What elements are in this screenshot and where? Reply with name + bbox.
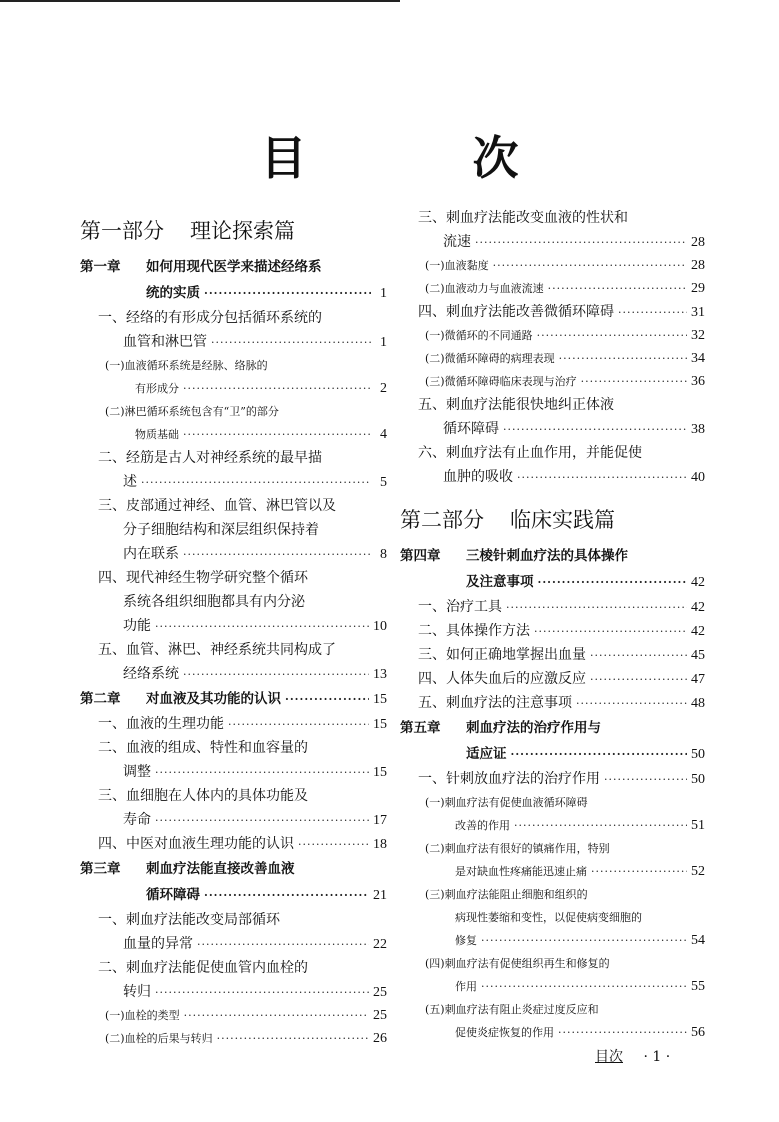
toc-line bbox=[400, 837, 705, 860]
dot-leader bbox=[576, 692, 687, 716]
page-title: 目 次 bbox=[260, 131, 579, 185]
page-top-rule bbox=[0, 0, 400, 2]
dot-leader bbox=[183, 663, 369, 687]
page-ref: 17 bbox=[373, 813, 387, 828]
toc-text: 经络系统 bbox=[123, 666, 179, 682]
toc-line bbox=[400, 254, 705, 277]
toc-line bbox=[80, 712, 387, 736]
toc-entry-chapter[interactable] bbox=[400, 715, 705, 767]
toc-line bbox=[400, 595, 705, 619]
page-ref: 48 bbox=[691, 696, 705, 711]
toc-line bbox=[80, 1004, 387, 1027]
toc-text: 三棱针刺血疗法的具体操作 bbox=[466, 548, 628, 564]
toc-line bbox=[80, 908, 387, 932]
toc-line bbox=[80, 638, 387, 662]
dot-leader bbox=[618, 301, 687, 325]
chapter-label: 第五章 bbox=[400, 720, 441, 736]
toc-entry-section[interactable] bbox=[400, 619, 705, 643]
page-ref: 36 bbox=[691, 374, 705, 389]
toc-line bbox=[400, 860, 705, 883]
toc-line bbox=[80, 932, 387, 956]
toc-text: 物质基础 bbox=[135, 428, 179, 441]
toc-text: 功能 bbox=[123, 618, 151, 634]
toc-text: 四、刺血疗法能改善微循环障碍 bbox=[418, 304, 614, 320]
dot-leader bbox=[155, 615, 369, 639]
toc-line bbox=[80, 518, 387, 542]
toc-entry-sub[interactable] bbox=[400, 952, 705, 998]
page-ref: 1 bbox=[380, 286, 387, 301]
toc-text: 血量的异常 bbox=[123, 936, 193, 952]
page-ref: 47 bbox=[691, 672, 705, 687]
toc-text: 二、血液的组成、特性和血容量的 bbox=[98, 740, 308, 756]
dot-leader bbox=[548, 277, 687, 300]
toc-text: 适应证 bbox=[466, 746, 507, 762]
dot-leader bbox=[591, 860, 687, 883]
toc-text: 循环障碍 bbox=[443, 421, 499, 437]
toc-line bbox=[400, 441, 705, 465]
toc-line bbox=[80, 354, 387, 377]
dot-leader bbox=[197, 933, 369, 957]
page-ref: 38 bbox=[691, 422, 705, 437]
toc-entry-section[interactable] bbox=[80, 494, 387, 566]
toc-entry-chapter[interactable] bbox=[80, 254, 387, 306]
page-ref: 56 bbox=[691, 1025, 705, 1040]
toc-entry-sub[interactable] bbox=[400, 324, 705, 347]
page-ref: 28 bbox=[691, 258, 705, 273]
page-ref: 55 bbox=[691, 979, 705, 994]
toc-line bbox=[400, 883, 705, 906]
dot-leader bbox=[537, 324, 687, 347]
toc-line bbox=[80, 760, 387, 784]
toc-text: 二、经筋是古人对神经系统的最早描 bbox=[98, 450, 322, 466]
toc-entry-section[interactable] bbox=[80, 446, 387, 494]
toc-text: 一、治疗工具 bbox=[418, 599, 502, 615]
page-footer bbox=[595, 1046, 670, 1066]
dot-leader bbox=[534, 620, 687, 644]
dot-leader bbox=[183, 423, 371, 446]
toc-text: 系统各组织细胞都具有内分泌 bbox=[123, 594, 305, 610]
toc-text: 刺血疗法能直接改善血液 bbox=[146, 861, 295, 877]
toc-entry-section[interactable] bbox=[400, 667, 705, 691]
page-ref: 32 bbox=[691, 328, 705, 343]
toc-entry-section[interactable] bbox=[80, 832, 387, 856]
page-ref: 29 bbox=[691, 281, 705, 296]
toc-text: 血肿的吸收 bbox=[443, 469, 513, 485]
dot-leader bbox=[558, 1021, 687, 1044]
dot-leader bbox=[155, 761, 369, 785]
toc-entry-sub[interactable] bbox=[80, 1027, 387, 1050]
footer-label: 目次 bbox=[595, 1049, 623, 1065]
toc-entry-section[interactable] bbox=[80, 736, 387, 784]
dot-leader bbox=[481, 929, 687, 952]
toc-line bbox=[80, 494, 387, 518]
toc-line bbox=[400, 952, 705, 975]
toc-text: 分子细胞结构和深层组织保持着 bbox=[123, 522, 319, 538]
toc-text: 促使炎症恢复的作用 bbox=[455, 1026, 554, 1039]
toc-entry-chapter[interactable] bbox=[400, 543, 705, 595]
dot-leader bbox=[590, 668, 687, 692]
toc-line bbox=[80, 980, 387, 1004]
toc-text: 三、如何正确地掌握出血量 bbox=[418, 647, 586, 663]
toc-line bbox=[400, 667, 705, 691]
dot-leader bbox=[581, 370, 687, 393]
toc-line bbox=[400, 767, 705, 791]
page-ref: 51 bbox=[691, 818, 705, 833]
dot-leader bbox=[217, 1027, 369, 1050]
page-number: · 1 · bbox=[643, 1049, 671, 1065]
toc-text: (四)刺血疗法有促使组织再生和修复的 bbox=[425, 957, 610, 970]
toc-line bbox=[400, 370, 705, 393]
toc-line bbox=[80, 882, 387, 908]
toc-line bbox=[400, 393, 705, 417]
toc-line bbox=[400, 417, 705, 441]
toc-text: 四、人体失血后的应激反应 bbox=[418, 671, 586, 687]
toc-entry-section[interactable] bbox=[400, 393, 705, 441]
toc-entry-sub[interactable] bbox=[400, 277, 705, 300]
dot-leader bbox=[481, 975, 687, 998]
toc-line bbox=[80, 400, 387, 423]
toc-line bbox=[80, 423, 387, 446]
toc-text: (二)血栓的后果与转归 bbox=[105, 1032, 213, 1045]
toc-text: 是对缺血性疼痛能迅速止痛 bbox=[455, 865, 587, 878]
toc-entry-section[interactable] bbox=[400, 595, 705, 619]
dot-leader bbox=[155, 809, 369, 833]
toc-entry-section[interactable] bbox=[80, 956, 387, 1004]
page-ref: 42 bbox=[691, 624, 705, 639]
page-ref: 28 bbox=[691, 235, 705, 250]
toc-line bbox=[400, 741, 705, 767]
page-ref: 22 bbox=[373, 937, 387, 952]
toc-text: 五、血管、淋巴、神经系统共同构成了 bbox=[98, 642, 336, 658]
toc-entry-section[interactable] bbox=[400, 441, 705, 489]
page-ref: 42 bbox=[691, 600, 705, 615]
dot-leader bbox=[511, 742, 688, 768]
toc-text: (一)微循环的不同通路 bbox=[425, 329, 533, 342]
dot-leader bbox=[559, 347, 687, 370]
toc-text: 寿命 bbox=[123, 812, 151, 828]
toc-text: 六、刺血疗法有止血作用，并能促使 bbox=[418, 445, 642, 461]
toc-text: 对血液及其功能的认识 bbox=[146, 691, 281, 707]
dot-leader bbox=[590, 644, 687, 668]
toc-text: 修复 bbox=[455, 934, 477, 947]
toc-entry-sub[interactable] bbox=[80, 400, 387, 446]
page-ref: 31 bbox=[691, 305, 705, 320]
page-ref: 26 bbox=[373, 1031, 387, 1046]
toc-text: 一、血液的生理功能 bbox=[98, 716, 224, 732]
toc-line bbox=[80, 306, 387, 330]
page-ref: 4 bbox=[380, 427, 387, 442]
dot-leader bbox=[211, 331, 371, 355]
page-ref: 5 bbox=[380, 475, 387, 490]
toc-entry-section[interactable] bbox=[80, 306, 387, 354]
dot-leader bbox=[475, 231, 687, 255]
toc-line bbox=[80, 784, 387, 808]
dot-leader bbox=[298, 833, 369, 857]
dot-leader bbox=[155, 981, 369, 1005]
toc-entry-sub[interactable] bbox=[400, 837, 705, 883]
page-ref: 2 bbox=[380, 381, 387, 396]
toc-entry-sub[interactable] bbox=[400, 998, 705, 1044]
toc-line bbox=[400, 300, 705, 324]
toc-text: 三、刺血疗法能改变血液的性状和 bbox=[418, 210, 628, 226]
chapter-label: 第三章 bbox=[80, 861, 121, 877]
toc-entry-sub[interactable] bbox=[80, 354, 387, 400]
toc-text: 血管和淋巴管 bbox=[123, 334, 207, 350]
toc-text: (二)血液动力与血液流速 bbox=[425, 282, 544, 295]
toc-text: 有形成分 bbox=[135, 382, 179, 395]
toc-line bbox=[80, 832, 387, 856]
toc-text: 转归 bbox=[123, 984, 151, 1000]
toc-text: 二、具体操作方法 bbox=[418, 623, 530, 639]
toc-text: 调整 bbox=[123, 764, 151, 780]
toc-line bbox=[80, 590, 387, 614]
dot-leader bbox=[506, 596, 687, 620]
page-ref: 13 bbox=[373, 667, 387, 682]
dot-leader bbox=[517, 466, 687, 490]
page-ref: 25 bbox=[373, 1008, 387, 1023]
toc-line bbox=[400, 277, 705, 300]
part-label: 第一部分 bbox=[80, 219, 164, 243]
toc-line bbox=[400, 619, 705, 643]
page-ref: 15 bbox=[373, 717, 387, 732]
toc-text: 改善的作用 bbox=[455, 819, 510, 832]
spacer bbox=[400, 489, 705, 503]
toc-line bbox=[400, 465, 705, 489]
toc-entry-sub[interactable] bbox=[400, 883, 705, 952]
toc-line bbox=[80, 446, 387, 470]
toc-line bbox=[400, 206, 705, 230]
toc-line bbox=[80, 280, 387, 306]
toc-line bbox=[400, 814, 705, 837]
toc-line bbox=[400, 715, 705, 741]
chapter-label: 第四章 bbox=[400, 548, 441, 564]
toc-text: 循环障碍 bbox=[146, 887, 200, 903]
toc-line bbox=[80, 330, 387, 354]
page-ref: 50 bbox=[691, 772, 705, 787]
toc-text: 如何用现代医学来描述经络系 bbox=[146, 259, 322, 275]
toc-entry-section[interactable] bbox=[80, 712, 387, 736]
toc-line bbox=[400, 975, 705, 998]
toc-line bbox=[80, 662, 387, 686]
toc-text: (一)血液黏度 bbox=[425, 259, 489, 272]
dot-leader bbox=[514, 814, 687, 837]
page-ref: 1 bbox=[380, 335, 387, 350]
part-label: 第二部分 bbox=[400, 508, 484, 532]
toc-line bbox=[80, 1027, 387, 1050]
toc-text: 一、刺血疗法能改变局部循环 bbox=[98, 912, 280, 928]
page-ref: 42 bbox=[691, 575, 705, 590]
toc-line bbox=[400, 1021, 705, 1044]
toc-text: 述 bbox=[123, 474, 137, 490]
dot-leader bbox=[183, 377, 371, 400]
toc-line bbox=[80, 614, 387, 638]
toc-line bbox=[400, 543, 705, 569]
toc-text: 作用 bbox=[455, 980, 477, 993]
toc-text: (五)刺血疗法有阻止炎症过度反应和 bbox=[425, 1003, 599, 1016]
toc-entry-section[interactable] bbox=[80, 908, 387, 956]
toc-text: 二、刺血疗法能促使血管内血栓的 bbox=[98, 960, 308, 976]
toc-entry-chapter[interactable] bbox=[80, 856, 387, 908]
toc-text: 统的实质 bbox=[146, 285, 200, 301]
toc-line bbox=[400, 691, 705, 715]
toc-text: (二)微循环障碍的病理表现 bbox=[425, 352, 555, 365]
toc-text: (一)血栓的类型 bbox=[105, 1009, 180, 1022]
toc-entry-sub[interactable] bbox=[80, 1004, 387, 1027]
part-title: 理论探索篇 bbox=[190, 219, 295, 243]
toc-line bbox=[80, 566, 387, 590]
dot-leader bbox=[503, 418, 687, 442]
part-heading bbox=[400, 503, 705, 543]
page-ref: 8 bbox=[380, 547, 387, 562]
toc-line bbox=[80, 736, 387, 760]
page-ref: 40 bbox=[691, 470, 705, 485]
toc-column-left bbox=[80, 214, 387, 1050]
toc-text: 病现性萎缩和变性，以促使病变细胞的 bbox=[455, 911, 642, 924]
toc-entry-sub[interactable] bbox=[400, 347, 705, 370]
toc-text: (三)刺血疗法能阻止细胞和组织的 bbox=[425, 888, 588, 901]
dot-leader bbox=[604, 768, 687, 792]
page-ref: 18 bbox=[373, 837, 387, 852]
toc-text: 刺血疗法的治疗作用与 bbox=[466, 720, 601, 736]
toc-line bbox=[400, 929, 705, 952]
toc-line bbox=[400, 347, 705, 370]
toc-text: 一、经络的有形成分包括循环系统的 bbox=[98, 310, 322, 326]
chapter-label: 第二章 bbox=[80, 691, 121, 707]
dot-leader bbox=[141, 471, 371, 495]
page-ref: 25 bbox=[373, 985, 387, 1000]
toc-text: 流速 bbox=[443, 234, 471, 250]
toc-line bbox=[80, 542, 387, 566]
dot-leader bbox=[538, 570, 688, 596]
toc-entry-sub[interactable] bbox=[400, 791, 705, 837]
toc-text: 一、针刺放血疗法的治疗作用 bbox=[418, 771, 600, 787]
dot-leader bbox=[204, 883, 369, 909]
toc-line bbox=[400, 324, 705, 347]
toc-column-right bbox=[400, 206, 705, 1044]
toc-line bbox=[80, 686, 387, 712]
toc-entry-section[interactable] bbox=[400, 643, 705, 667]
dot-leader bbox=[228, 713, 369, 737]
page-ref: 34 bbox=[691, 351, 705, 366]
toc-text: 内在联系 bbox=[123, 546, 179, 562]
toc-entry-sub[interactable] bbox=[400, 370, 705, 393]
page-ref: 54 bbox=[691, 933, 705, 948]
dot-leader bbox=[285, 687, 369, 713]
toc-text: (二)刺血疗法有很好的镇痛作用，特别 bbox=[425, 842, 610, 855]
toc-entry-section[interactable] bbox=[80, 566, 387, 638]
toc-text: (一)刺血疗法有促使血液循环障碍 bbox=[425, 796, 588, 809]
toc-text: (一)血液循环系统是经脉、络脉的 bbox=[105, 359, 268, 372]
toc-line bbox=[80, 808, 387, 832]
dot-leader bbox=[184, 1004, 369, 1027]
toc-line bbox=[400, 998, 705, 1021]
page-ref: 21 bbox=[373, 888, 387, 903]
toc-line bbox=[400, 906, 705, 929]
toc-text: 四、中医对血液生理功能的认识 bbox=[98, 836, 294, 852]
toc-entry-section[interactable] bbox=[400, 767, 705, 791]
toc-line bbox=[80, 956, 387, 980]
toc-line bbox=[400, 643, 705, 667]
toc-entry-chapter[interactable] bbox=[80, 686, 387, 712]
dot-leader bbox=[204, 281, 371, 307]
page-ref: 52 bbox=[691, 864, 705, 879]
page-ref: 45 bbox=[691, 648, 705, 663]
page-ref: 15 bbox=[373, 692, 387, 707]
dot-leader bbox=[183, 543, 371, 567]
toc-text: 五、刺血疗法的注意事项 bbox=[418, 695, 572, 711]
toc-text: 三、皮部通过神经、血管、淋巴管以及 bbox=[98, 498, 336, 514]
toc-line bbox=[400, 791, 705, 814]
toc-entry-section[interactable] bbox=[400, 206, 705, 254]
toc-text: 五、刺血疗法能很快地纠正体液 bbox=[418, 397, 614, 413]
page-ref: 15 bbox=[373, 765, 387, 780]
chapter-label: 第一章 bbox=[80, 259, 121, 275]
toc-entry-sub[interactable] bbox=[400, 254, 705, 277]
toc-entry-section[interactable] bbox=[80, 784, 387, 832]
toc-line bbox=[80, 470, 387, 494]
toc-text: (二)淋巴循环系统包含有“卫”的部分 bbox=[105, 405, 279, 418]
toc-line bbox=[80, 254, 387, 280]
toc-text: 及注意事项 bbox=[466, 574, 534, 590]
toc-line bbox=[400, 569, 705, 595]
dot-leader bbox=[493, 254, 687, 277]
toc-text: 四、现代神经生物学研究整个循环 bbox=[98, 570, 308, 586]
part-heading bbox=[80, 214, 387, 254]
toc-line bbox=[80, 856, 387, 882]
toc-entry-section[interactable] bbox=[400, 300, 705, 324]
page-ref: 10 bbox=[373, 619, 387, 634]
page-ref: 50 bbox=[691, 747, 705, 762]
toc-text: (三)微循环障碍临床表现与治疗 bbox=[425, 375, 577, 388]
toc-entry-section[interactable] bbox=[400, 691, 705, 715]
toc-line bbox=[80, 377, 387, 400]
toc-line bbox=[400, 230, 705, 254]
toc-text: 三、血细胞在人体内的具体功能及 bbox=[98, 788, 308, 804]
toc-entry-section[interactable] bbox=[80, 638, 387, 686]
part-title: 临床实践篇 bbox=[510, 508, 615, 532]
